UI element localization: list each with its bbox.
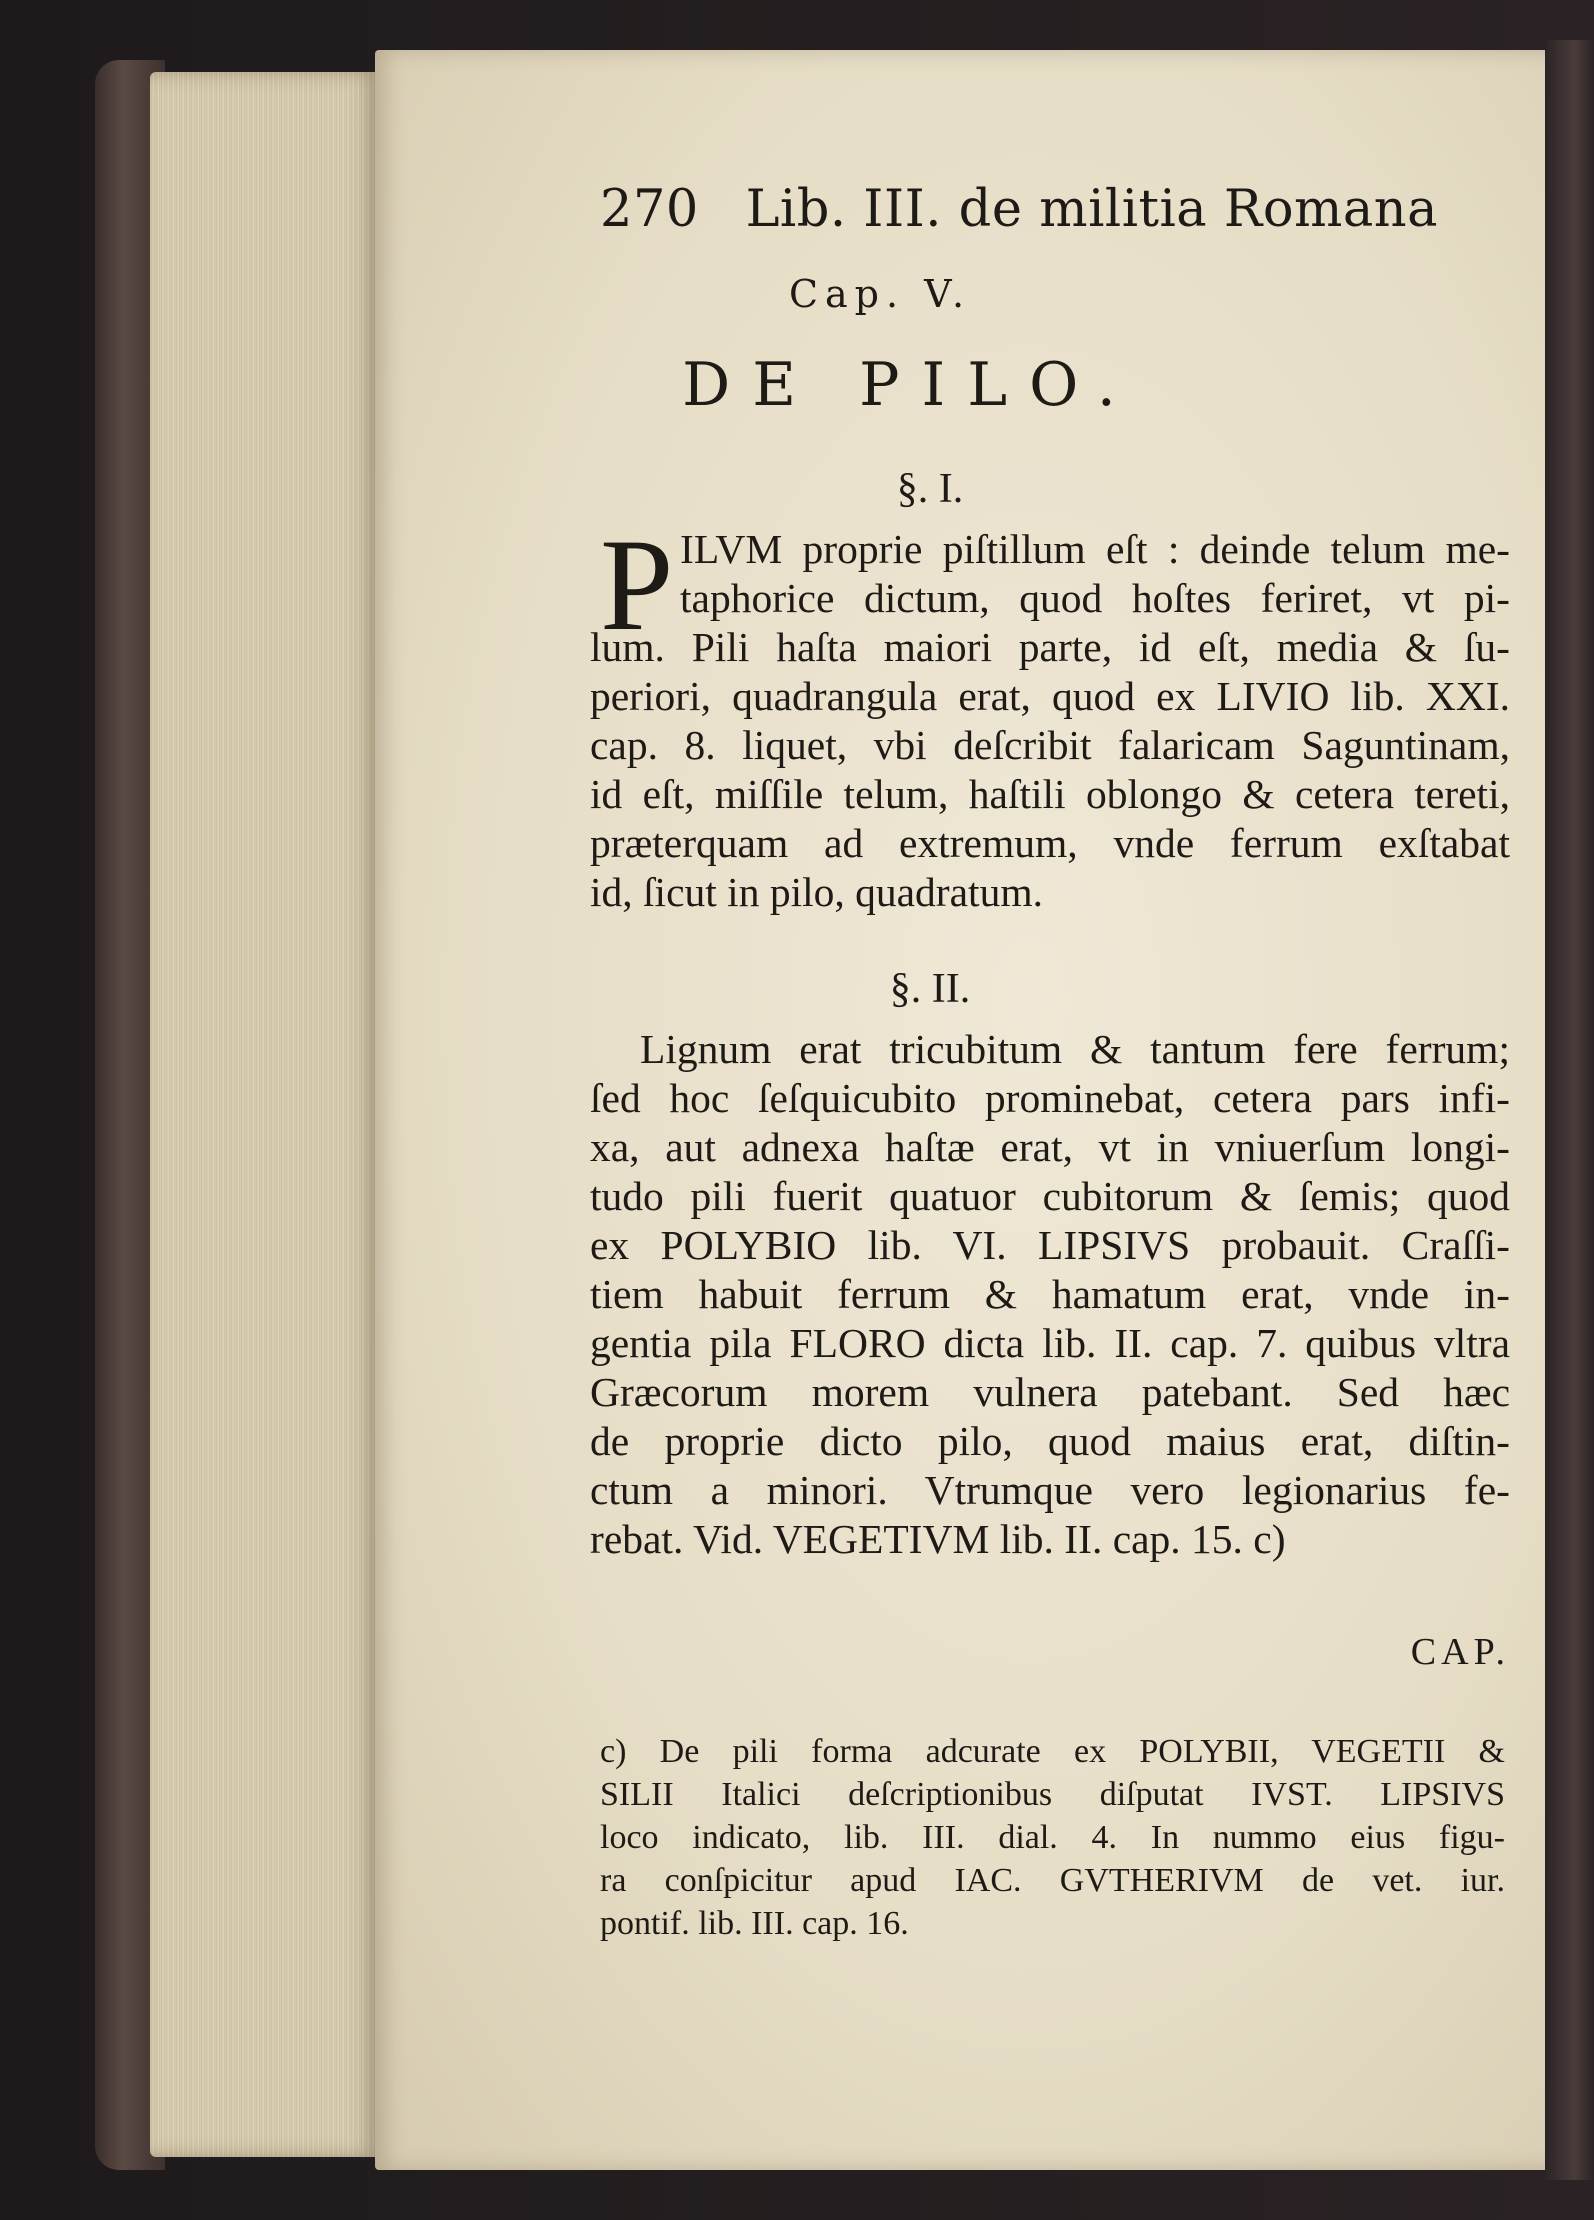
page-fore-edge — [150, 72, 380, 2157]
text-line: gentia pila FLORO dicta lib. II. cap. 7. quibus vltra — [590, 1320, 1510, 1366]
page-number: 270 — [600, 180, 699, 239]
section-heading-1: §. I. — [896, 466, 964, 512]
running-head-title: Lib. III. de militia Romana — [745, 180, 1439, 239]
footnote-line: c) De pili forma adcurate ex POLYBII, VEGETII & — [600, 1733, 1505, 1770]
running-head — [600, 180, 1439, 239]
text-line: tudo pili fuerit quatuor cubitorum & ſemis; quod — [590, 1173, 1510, 1219]
section-1-body — [590, 511, 1510, 917]
text-line: ex POLYBIO lib. VI. LIPSIVS probauit. Craſſi- — [590, 1222, 1510, 1268]
chapter-heading: Cap. V. — [788, 272, 972, 316]
text-line: periori, quadrangula erat, quod ex LIVIO lib. XXI. — [590, 673, 1510, 719]
text-line: id eſt, miſſile telum, haſtili oblongo & cetera tereti, — [590, 771, 1510, 817]
text-line: taphorice dictum, quod hoſtes feriret, vt pi- — [680, 575, 1510, 621]
footnote-line: SILII Italici deſcriptionibus diſputat IVST. LIPSIVS — [600, 1776, 1505, 1813]
footnote — [600, 1730, 1505, 1945]
text-line: xa, aut adnexa haſtæ erat, vt in vniuerſum longi- — [590, 1124, 1510, 1170]
text-line: ctum a minori. Vtrumque vero legionarius fe- — [590, 1467, 1510, 1513]
catchword: CAP. — [1410, 1631, 1510, 1673]
drop-capital: P — [600, 511, 674, 658]
text-line: de proprie dicto pilo, quod maius erat, diſtin- — [590, 1418, 1510, 1464]
text-line: id, ſicut in pilo, quadratum. — [590, 869, 1043, 915]
text-line: præterquam ad extremum, vnde ferrum exſtabat — [590, 820, 1510, 866]
text-line: ſed hoc ſeſquicubito prominebat, cetera pars infi- — [590, 1075, 1510, 1121]
text-line: Græcorum morem vulnera patebant. Sed hæc — [590, 1369, 1510, 1415]
text-line: rebat. Vid. VEGETIVM lib. II. cap. 15. c) — [590, 1516, 1286, 1562]
section-heading-2: §. II. — [889, 966, 971, 1012]
section-2-body — [590, 1025, 1510, 1564]
binding-gutter — [1545, 40, 1594, 2180]
text-line: ILVM proprie piſtillum eſt : deinde telum me- — [680, 526, 1510, 572]
footnote-line: ra conſpicitur apud IAC. GVTHERIVM de vet. iur. — [600, 1862, 1505, 1899]
text-line: lum. Pili haſta maiori parte, id eſt, media & ſu- — [590, 624, 1510, 670]
footnote-line: pontif. lib. III. cap. 16. — [600, 1905, 909, 1942]
text-line: cap. 8. liquet, vbi deſcribit falaricam Saguntinam, — [590, 722, 1510, 768]
chapter-title: DE PILO. — [682, 350, 1138, 420]
text-line: tiem habuit ferrum & hamatum erat, vnde in- — [590, 1271, 1510, 1317]
text-line: Lignum erat tricubitum & tantum fere ferrum; — [640, 1026, 1510, 1072]
footnote-line: loco indicato, lib. III. dial. 4. In nummo eius figu- — [600, 1819, 1505, 1856]
